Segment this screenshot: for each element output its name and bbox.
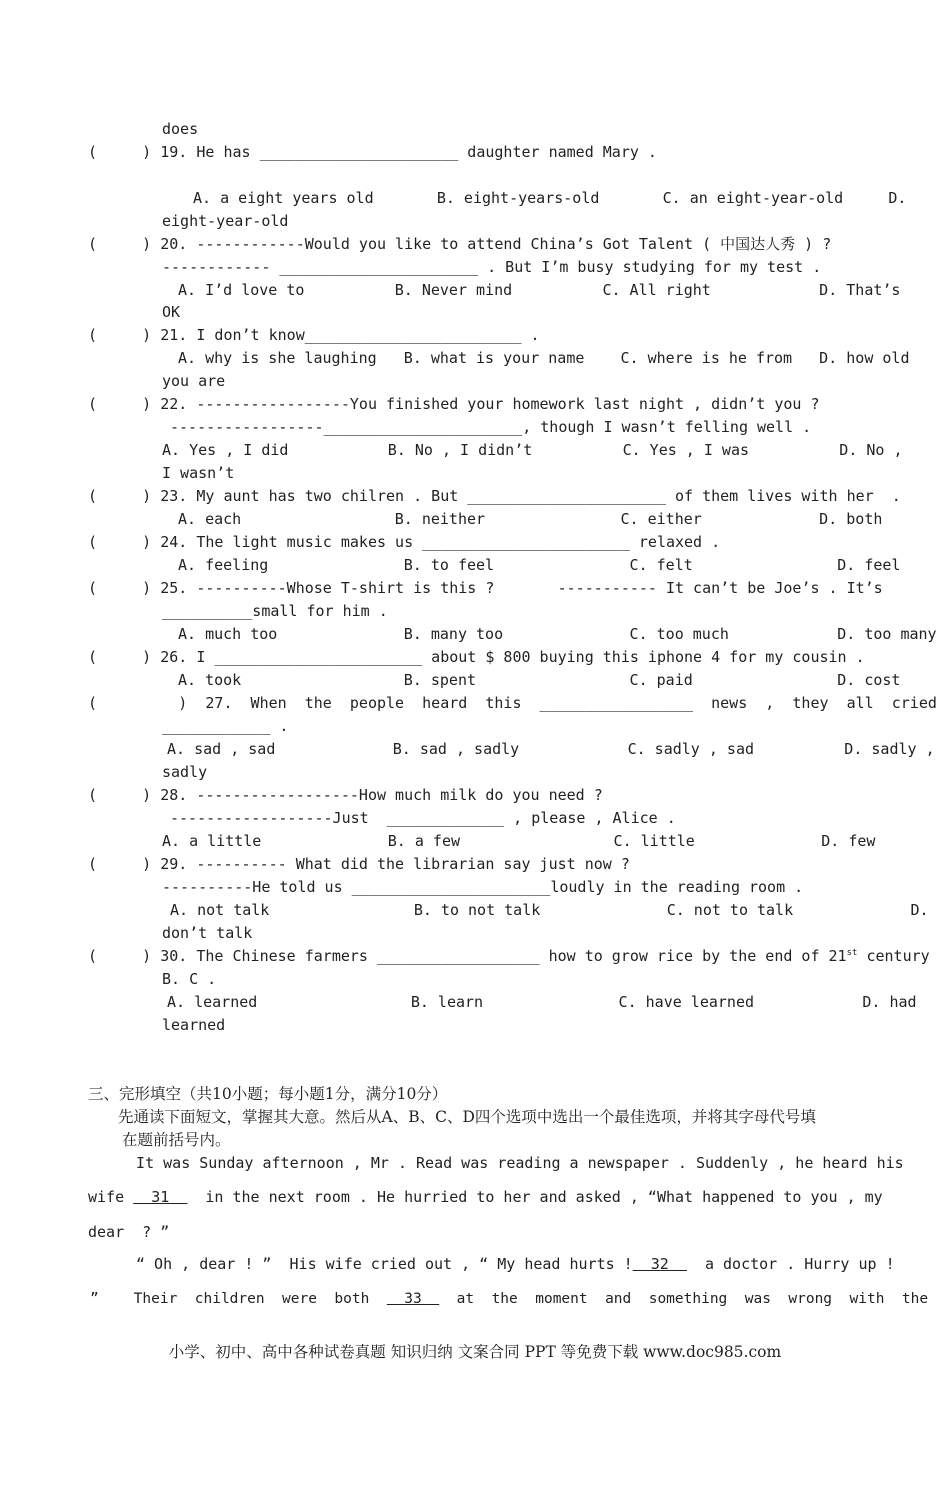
section-title: 三、完形填空（共10小题；每小题1分，满分10分） [88,1085,448,1103]
question-line: ------------------Just _____________ , please , Alice . [170,809,676,827]
question-line [88,946,930,966]
question-line: ( ) 20. ------------Would you like to attend China’s Got Talent ( 中国达人秀 ) ? [88,235,832,253]
question-line: ( ) 19. He has ______________________ daughter named Mary . [88,143,657,161]
options-line: you are [162,372,226,390]
options-line: A. I’d love to B. Never mind C. All right D. That’s [178,281,901,299]
options-line: A. not talk B. to not talk C. not to talk D. [170,901,929,919]
page-footer: 小学、初中、高中各种试卷真题 知识归纳 文案合同 PPT 等免费下载 www.doc985.com [168,1343,782,1361]
options-line: A. much too B. many too C. too much D. too many [178,625,937,643]
question-line: -----------------______________________, though I wasn’t felling well . [170,418,812,436]
question-line: ------------ ______________________ . But I’m busy studying for my test . [162,258,822,276]
options-line: learned [162,1016,226,1034]
passage-text: wife [88,1188,134,1206]
options-line: A. feeling B. to feel C. felt D. feel [178,556,901,574]
question-line: ----------He told us ______________________loudly in the reading room . [162,878,804,896]
passage-line: It was Sunday afternoon , Mr . Read was reading a newspaper . Suddenly , he heard his [118,1154,904,1172]
options-line: A. took B. spent C. paid D. cost [178,671,901,689]
question-line: ( ) 29. ---------- What did the librarian say just now ? [88,855,630,873]
options-line: sadly [162,763,208,781]
options-line: A. each B. neither C. either D. both [178,510,883,528]
question-line: ( ) 23. My aunt has two chilren . But ______________________ of them lives with her . [88,487,901,505]
question-line: ( ) 28. ------------------How much milk do you need ? [88,786,603,804]
passage-line [90,1289,928,1309]
options-line: eight-year-old [162,212,289,230]
options-line: A. learned B. learn C. have learned D. had [167,993,917,1011]
passage-line: dear ? ” [88,1223,170,1241]
section-instructions: 先通读下面短文，掌握其大意。然后从A、B、C、D四个选项中选出一个最佳选项，并将其字母代号填 [118,1108,816,1126]
options-line: A. a little B. a few C. little D. few [162,832,876,850]
question-line: ( ) 24. The light music makes us _______________________ relaxed . [88,533,721,551]
question-line: ( ) 27. When the people heard this _________________ news , they all cried [88,694,937,712]
options-line: I wasn’t [162,464,235,482]
question-line: ____________ . [162,717,289,735]
passage-text: “ Oh , dear ! ” His wife cried out , “ My head hurts ! [136,1255,633,1273]
question-text: century [857,947,930,965]
passage-line [88,1187,883,1207]
blank-33: 33 [386,1291,440,1307]
passage-text: at the moment and something was wrong with the [439,1291,929,1307]
blank-32: 32 [632,1255,687,1273]
options-line: A. sad , sad B. sad , sadly C. sadly , sad D. sadly , [167,740,935,758]
options-line: A. Yes , I did B. No , I didn’t C. Yes , I was D. No , [162,441,903,459]
superscript: st [846,948,858,958]
passage-text: a doctor . Hurry up ! [686,1255,895,1273]
section-instructions: 在题前括号内。 [122,1131,231,1149]
question-line: __________small for him . [162,602,388,620]
question-text: ( ) 30. The Chinese farmers __________________ how to grow rice by the end of 21 [88,947,847,965]
blank-31: 31 [133,1188,188,1206]
question-line: does [162,120,199,138]
passage-text: ” Their children were both [90,1291,387,1307]
question-line: B. C . [162,970,217,988]
question-line: ( ) 26. I _______________________ about $ 800 buying this iphone 4 for my cousin . [88,648,865,666]
question-line: ( ) 25. ----------Whose T-shirt is this ? ----------- It can’t be Joe’s . It’s [88,579,883,597]
passage-line [136,1254,895,1274]
options-line: A. a eight years old B. eight-years-old C. an eight-year-old D. [193,189,907,207]
question-line: ( ) 21. I don’t know________________________ . [88,326,540,344]
question-line: ( ) 22. -----------------You finished your homework last night , didn’t you ? [88,395,820,413]
passage-text: in the next room . He hurried to her and asked , “What happened to you , my [187,1188,883,1206]
options-line: A. why is she laughing B. what is your name C. where is he from D. how old [178,349,910,367]
options-line: OK [162,303,181,321]
options-line: don’t talk [162,924,253,942]
